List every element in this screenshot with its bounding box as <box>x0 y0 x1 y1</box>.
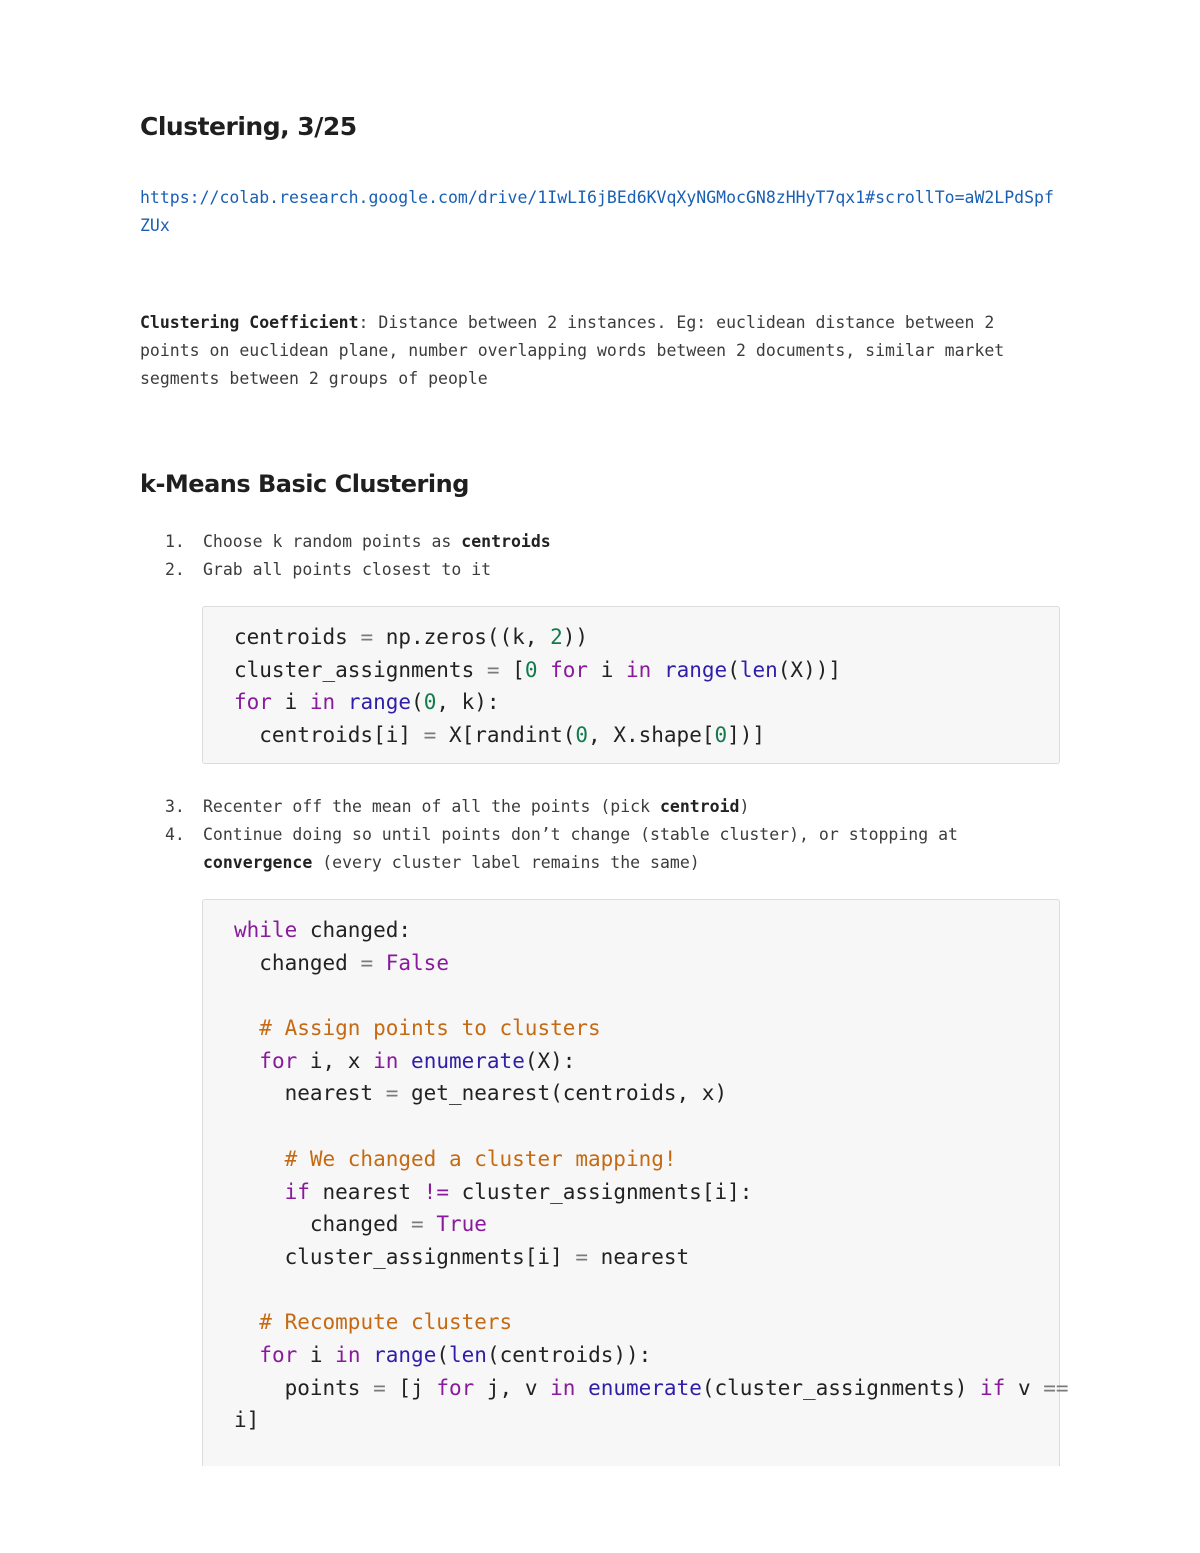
code-token <box>234 1147 285 1171</box>
code-token: )) <box>562 625 589 649</box>
page-title: Clustering, 3/25 <box>140 112 357 141</box>
code-token: changed: <box>297 918 412 942</box>
steps-list-b <box>140 793 1060 877</box>
code-token <box>651 658 664 682</box>
coefficient-text: : Distance between 2 instances. Eg: euclidean distance between 2 points on euclidean plane, number overlapping words between 2 documents, similar market segments between 2 groups of people <box>140 313 1005 388</box>
document-page <box>140 0 1069 1553</box>
code-token: True <box>436 1212 487 1237</box>
code-line <box>234 1241 1029 1274</box>
code-token: cluster_assignments[i]: <box>448 1179 753 1204</box>
code-token: = <box>411 1212 424 1237</box>
code-token: 0 <box>524 657 538 682</box>
code-line <box>234 1110 1029 1143</box>
code-token: in <box>550 1375 576 1400</box>
code-token: nearest <box>234 1081 386 1106</box>
code-block-init <box>202 606 1060 764</box>
code-token: enumerate <box>588 1375 702 1400</box>
code-line <box>234 1176 1029 1209</box>
code-token: ( <box>436 1342 449 1367</box>
code-token: False <box>385 950 449 975</box>
code-token: enumerate <box>411 1048 525 1073</box>
code-token: while <box>234 918 298 942</box>
code-token: centroids[i] <box>234 723 424 748</box>
code-token: # We changed a cluster mapping! <box>284 1146 677 1171</box>
code-token: in <box>335 1342 361 1367</box>
code-token: , k): <box>436 690 500 715</box>
code-token: for <box>550 657 589 682</box>
code-token: i <box>297 1342 336 1367</box>
code-token: 2 <box>550 625 563 649</box>
code-token <box>398 1049 411 1073</box>
code-token: i] <box>234 1408 260 1433</box>
code-token: [j <box>385 1375 437 1400</box>
code-token: in <box>309 690 336 715</box>
page-bottom-margin <box>0 1466 1200 1553</box>
code-token: X[randint( <box>436 723 576 748</box>
list-item: 3. Recenter off the mean of all the points (pick centroid) <box>140 793 1060 821</box>
code-line <box>234 947 1029 980</box>
code-token: != <box>423 1179 449 1204</box>
code-token: (cluster_assignments) <box>701 1375 981 1400</box>
code-token: range <box>373 1342 437 1367</box>
code-token: for <box>259 1048 298 1073</box>
code-token: if <box>284 1179 310 1204</box>
code-token: = <box>360 950 374 975</box>
code-token: in <box>373 1048 399 1073</box>
code-token: (centroids)): <box>486 1342 652 1367</box>
code-token <box>335 690 348 714</box>
code-token: i, x <box>297 1048 374 1073</box>
list-number: 3. <box>165 797 185 816</box>
code-token: # Recompute clusters <box>259 1310 513 1335</box>
code-token: changed <box>234 950 361 975</box>
code-token: cluster_assignments <box>234 657 487 682</box>
code-line <box>234 621 1029 654</box>
code-token: , X.shape[ <box>588 723 715 748</box>
code-token: nearest <box>309 1179 424 1204</box>
list-number: 1. <box>165 532 185 551</box>
bold-term: centroids <box>461 532 551 551</box>
code-token <box>360 1343 373 1367</box>
code-token: v <box>1005 1375 1044 1400</box>
code-token <box>234 1180 285 1204</box>
code-token: = <box>575 1244 589 1269</box>
code-token: ( <box>727 657 740 682</box>
code-line <box>234 1143 1029 1176</box>
code-token <box>234 1049 259 1073</box>
code-token: = <box>486 657 500 682</box>
clustering-coefficient-paragraph <box>140 309 1060 393</box>
code-line <box>234 914 1029 947</box>
code-token: get_nearest(centroids, x) <box>398 1081 728 1106</box>
code-line <box>234 1208 1029 1241</box>
code-token: = <box>385 1081 399 1106</box>
code-token: # Assign points to clusters <box>259 1016 601 1041</box>
code-token <box>575 1376 588 1400</box>
code-token: (X))] <box>777 657 841 682</box>
code-line <box>234 1306 1029 1339</box>
code-token: changed <box>234 1212 412 1237</box>
code-token <box>537 658 550 682</box>
colab-link[interactable]: https://colab.research.google.com/drive/1IwLI6jBEd6KVqXyNGMocGN8zHHyT7qx1#scrollTo=aW2LPdSpfZUx <box>140 188 1054 235</box>
code-line <box>234 686 1029 719</box>
code-block-loop <box>202 899 1069 1479</box>
code-token: in <box>626 657 652 682</box>
code-token: for <box>436 1375 475 1400</box>
code-token: len <box>739 657 778 682</box>
code-token: j, v <box>474 1375 551 1400</box>
code-token: ])] <box>727 723 766 748</box>
code-token: for <box>234 690 272 715</box>
code-token: range <box>347 690 412 715</box>
code-token <box>234 1310 259 1334</box>
code-token: if <box>980 1375 1006 1400</box>
code-token: points <box>234 1375 374 1400</box>
list-number: 2. <box>165 560 185 579</box>
code-token <box>234 1016 259 1040</box>
code-token: 0 <box>423 690 437 715</box>
code-token <box>424 1212 437 1236</box>
code-token: range <box>663 657 728 682</box>
code-token: 0 <box>714 723 728 748</box>
list-number: 4. <box>165 825 185 844</box>
code-line <box>234 719 1029 752</box>
code-line <box>234 1339 1029 1372</box>
code-token: i <box>588 657 627 682</box>
list-item: 2. Grab all points closest to it <box>140 556 1060 584</box>
code-token: i <box>271 690 310 715</box>
code-token: = <box>373 1375 386 1400</box>
code-token: [ <box>499 657 525 682</box>
list-item: 1. Choose k random points as centroids <box>140 528 1060 556</box>
code-token: len <box>449 1342 487 1367</box>
steps-list-a <box>140 528 1060 584</box>
bold-term: centroid <box>659 797 740 816</box>
code-token <box>234 1343 259 1367</box>
code-token: nearest <box>588 1244 690 1269</box>
code-line <box>234 654 1029 687</box>
list-item: 4. Continue doing so until points don’t change (stable cluster), or stopping at convergence (every cluster label remains the same) <box>140 821 1060 877</box>
code-token: np.zeros((k, <box>373 625 551 649</box>
code-line <box>234 1045 1029 1078</box>
code-token: cluster_assignments[i] <box>234 1244 576 1269</box>
code-token: = <box>360 625 374 649</box>
code-line <box>234 1077 1029 1110</box>
code-token: (X): <box>524 1048 576 1073</box>
code-token: = <box>423 723 437 748</box>
code-line <box>234 1274 1029 1307</box>
code-line <box>234 1404 1029 1437</box>
code-token: centroids <box>234 625 361 649</box>
code-line <box>234 1372 1069 1405</box>
section-title: k-Means Basic Clustering <box>140 470 469 498</box>
code-token <box>373 951 386 975</box>
code-token: == <box>1043 1375 1069 1400</box>
coefficient-term: Clustering Coefficient <box>140 313 359 332</box>
code-token: ( <box>411 690 424 715</box>
bold-term: convergence <box>203 853 313 872</box>
code-token: for <box>259 1342 298 1367</box>
code-line <box>234 1012 1029 1045</box>
code-token: 0 <box>575 723 589 748</box>
code-line <box>234 979 1029 1012</box>
